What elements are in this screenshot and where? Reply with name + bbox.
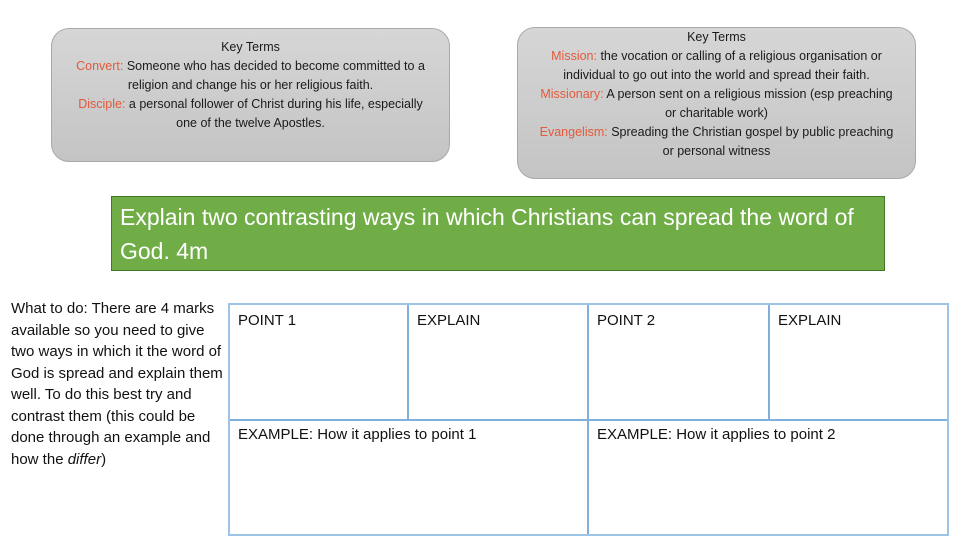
point1-cell[interactable]: POINT 1 [238,312,297,329]
key-terms-heading: Key Terms [687,30,746,44]
term-word: Convert: [76,59,124,73]
term-word: Mission: [551,49,597,63]
key-terms-box-right [517,27,916,179]
instructions-body: What to do: There are 4 marks available so you need to give two ways in which it the word of God is spread and explain them well. To do this best try and contrast them (this could be done through an example and how the [11,300,223,468]
term-disciple [68,95,433,133]
term-missionary [536,85,897,123]
term-mission [536,47,897,85]
term-word: Disciple: [78,97,126,111]
point2-cell[interactable]: POINT 2 [597,312,656,329]
term-definition: Spreading the Christian gospel by public preaching or personal witness [607,125,894,158]
term-convert [68,57,433,95]
explain2-cell[interactable]: EXPLAIN [778,312,842,329]
explain1-cell[interactable]: EXPLAIN [417,312,481,329]
term-evangelism [536,123,897,161]
term-word: Missionary: [540,87,604,101]
instructions-italic: differ [67,450,102,468]
term-definition: the vocation or calling of a religious organisation or individual to go out into the world and spread their faith. [563,49,882,82]
example2-cell[interactable]: EXAMPLE: How it applies to point 2 [597,426,836,443]
instructions-text [11,298,223,470]
instructions-end: ) [101,450,107,468]
key-terms-heading: Key Terms [221,40,280,54]
answer-grid [228,303,949,536]
example1-cell[interactable]: EXAMPLE: How it applies to point 1 [238,426,477,443]
key-terms-box-left [51,28,450,162]
question-box: Explain two contrasting ways in which Christians can spread the word of God. 4m [111,196,885,271]
term-definition: A person sent on a religious mission (esp preaching or charitable work) [603,87,893,120]
term-word: Evangelism: [539,125,608,139]
term-definition: Someone who has decided to become committed to a religion and change his or her religious faith. [123,59,425,92]
term-definition: a personal follower of Christ during his life, especially one of the twelve Apostles. [125,97,423,130]
